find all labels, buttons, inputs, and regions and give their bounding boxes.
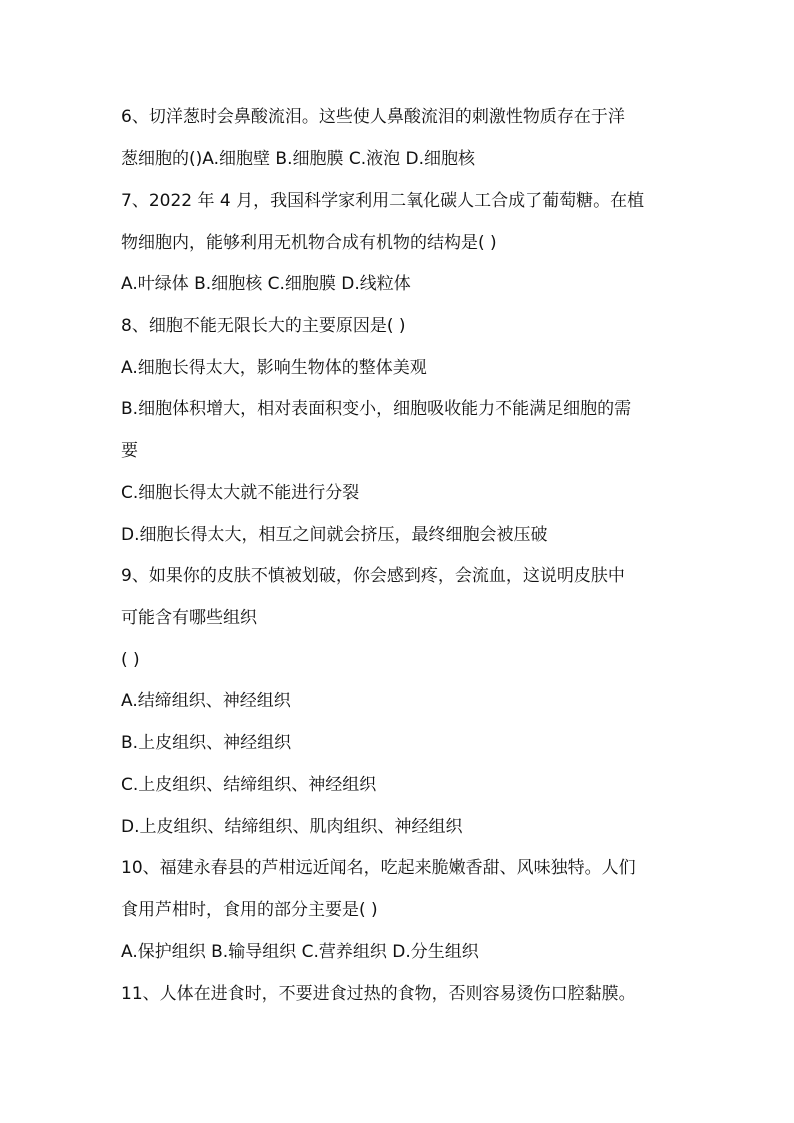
q9-line-2: 可能含有哪些组织 [121, 608, 257, 628]
q8-option-b-line-2: 要 [121, 441, 138, 461]
q9-blank: ( ) [121, 650, 140, 670]
q11-line-1: 11、人体在进食时，不要进食过热的食物，否则容易烫伤口腔黏膜。 [121, 984, 636, 1004]
q9-option-b: B.上皮组织、神经组织 [121, 733, 292, 753]
q7-line-2: 物细胞内，能够利用无机物合成有机物的结构是( ) [121, 233, 497, 253]
q8-option-b-line-1: B.细胞体积增大，相对表面积变小，细胞吸收能力不能满足细胞的需 [121, 399, 632, 419]
q10-options: A.保护组织 B.输导组织 C.营养组织 D.分生组织 [121, 942, 479, 962]
q9-option-a: A.结缔组织、神经组织 [121, 691, 291, 711]
q6-line-1: 6、切洋葱时会鼻酸流泪。这些使人鼻酸流泪的刺激性物质存在于洋 [121, 107, 625, 127]
q10-line-2: 食用芦柑时，食用的部分主要是( ) [121, 900, 378, 920]
q9-option-d: D.上皮组织、结缔组织、肌肉组织、神经组织 [121, 817, 463, 837]
q9-option-c: C.上皮组织、结缔组织、神经组织 [121, 775, 377, 795]
q7-line-1: 7、2022 年 4 月，我国科学家利用二氧化碳人工合成了葡萄糖。在植 [121, 191, 645, 211]
q7-options: A.叶绿体 B.细胞核 C.细胞膜 D.线粒体 [121, 274, 411, 294]
q9-line-1: 9、如果你的皮肤不慎被划破，你会感到疼，会流血，这说明皮肤中 [121, 566, 625, 586]
q8-option-d: D.细胞长得太大，相互之间就会挤压，最终细胞会被压破 [121, 525, 548, 545]
q8-stem: 8、细胞不能无限长大的主要原因是( ) [121, 316, 406, 336]
q8-option-a: A.细胞长得太大，影响生物体的整体美观 [121, 358, 427, 378]
q6-line-2: 葱细胞的()A.细胞壁 B.细胞膜 C.液泡 D.细胞核 [121, 149, 476, 169]
q8-option-c: C.细胞长得太大就不能进行分裂 [121, 483, 360, 503]
q10-line-1: 10、福建永春县的芦柑远近闻名，吃起来脆嫩香甜、风味独特。人们 [121, 858, 636, 878]
